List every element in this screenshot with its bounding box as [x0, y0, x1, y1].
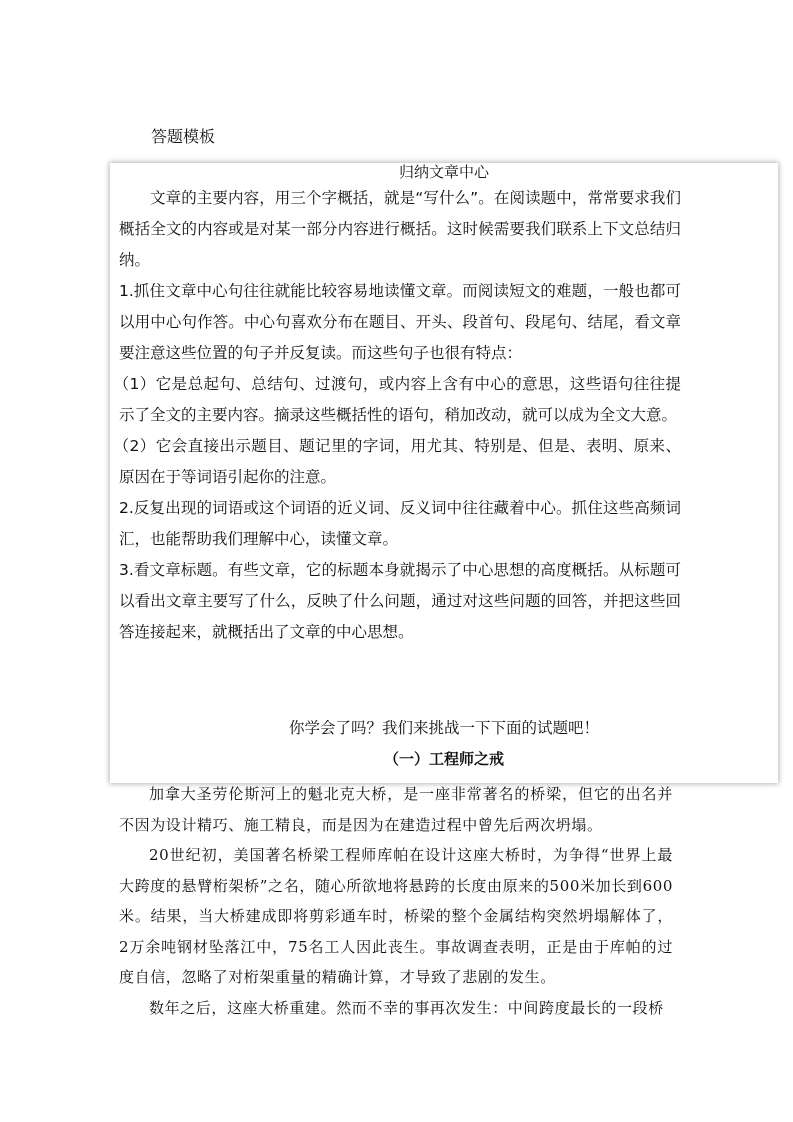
story-text	[119, 779, 673, 1023]
method-paragraph-3: 3.看文章标题。有些文章，它的标题本身就揭示了中心思想的高度概括。从标题可以看出文章主要写了什么，反映了什么问题，通过对这些问题的回答，并把这些回答连接起来，就概括出了文章的中心思想。	[119, 561, 681, 641]
page-heading: 答题模板	[151, 127, 216, 146]
intro-paragraph: 文章的主要内容，用三个字概括，就是“写什么”。在阅读题中，常常要求我们概括全文的内容或是对某一部分内容进行概括。这时候需要我们联系上下文总结归纳。	[119, 189, 681, 269]
story-title: （一）工程师之戒	[383, 750, 504, 768]
challenge-prompt: 你学会了吗？我们来挑战一下下面的试题吧！	[288, 719, 599, 737]
answer-template-box	[110, 163, 778, 783]
method-paragraph-2: 2.反复出现的词语或这个词语的近义词、反义词中往往藏着中心。抓住这些高频词汇，也能帮助我们理解中心，读懂文章。	[119, 499, 681, 548]
story-paragraph-1: 加拿大圣劳伦斯河上的魁北克大桥，是一座非常著名的桥梁，但它的出名并不因为设计精巧、施工精良，而是因为在建造过程中曾先后两次坍塌。	[119, 785, 673, 834]
box-text	[113, 183, 681, 648]
story-paragraph-2: 20世纪初，美国著名桥梁工程师库帕在设计这座大桥时，为争得“世界上最大跨度的悬臂桁架桥”之名，随心所欲地将悬跨的长度由原来的500米加长到600米。结果，当大桥建成即将剪彩通车时，桥梁的整个金属结构突然坍塌解体了，2万余吨钢材坠落江中，75名工人因此丧生。事故调查表明，正是由于库帕的过度自信，忽略了对桁架重量的精确计算，才导致了悲剧的发生。	[119, 846, 673, 986]
feature-paragraph-1: （1）它是总起句、总结句、过渡句，或内容上含有中心的意思，这些语句往往提示了全文的主要内容。摘录这些概括性的语句，稍加改动，就可以成为全文大意。	[113, 375, 681, 424]
box-title: 归纳文章中心	[398, 163, 489, 181]
story-paragraph-3: 数年之后，这座大桥重建。然而不幸的事再次发生：中间跨度最长的一段桥	[149, 998, 664, 1017]
method-paragraph-1: 1.抓住文章中心句往往就能比较容易地读懂文章。而阅读短文的难题，一般也都可以用中心句作答。中心句喜欢分布在题目、开头、段首句、段尾句、结尾，看文章要注意这些位置的句子并反复读。而这些句子也很有特点：	[119, 282, 681, 362]
feature-paragraph-2: （2）它会直接出示题目、题记里的字词，用尤其、特别是、但是、表明、原来、原因在于等词语引起你的注意。	[113, 437, 681, 486]
